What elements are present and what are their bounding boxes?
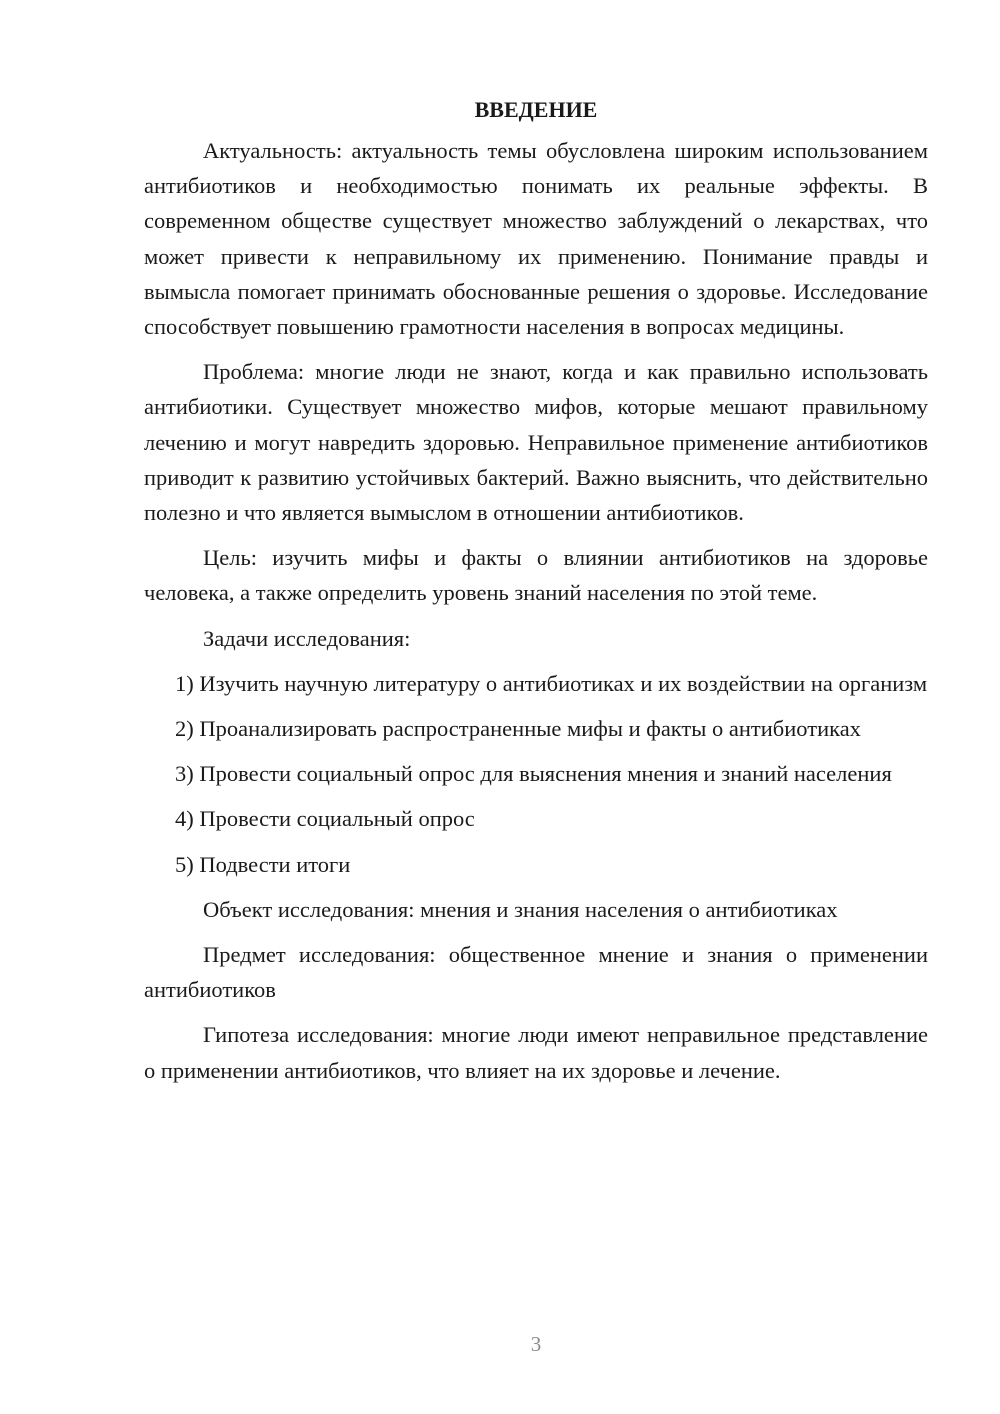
section-title: ВВЕДЕНИЕ	[474, 97, 598, 122]
paragraph-object: Объект исследования: мнения и знания населения о антибиотиках	[203, 896, 838, 922]
paragraph-subject: Предмет исследования: общественное мнение и знания о применении антибиотиков	[144, 942, 928, 1003]
document-page	[144, 92, 928, 1088]
task-item-3: 3) Провести социальный опрос для выяснения мнения и знаний населения	[175, 761, 892, 787]
paragraph-relevance: Актуальность: актуальность темы обусловлена широким использованием антибиотиков и необходимостью понимать их реальные эффекты. В современном обществе существует множество заблуждений о лекарствах, что может привести к неправильному их применению. Понимание правды и вымысла помогает принимать обоснованные решения о здоровье. Исследование способствует повышению грамотности населения в вопросах медицины.	[144, 138, 928, 340]
paragraph-hypothesis: Гипотеза исследования: многие люди имеют неправильное представление о применении антибиотиков, что влияет на их здоровье и лечение.	[144, 1022, 928, 1083]
page-number: 3	[530, 1332, 542, 1356]
task-item-1: 1) Изучить научную литературу о антибиотиках и их воздействии на организм	[175, 670, 928, 696]
paragraph-goal: Цель: изучить мифы и факты о влиянии антибиотиков на здоровье человека, а также определить уровень знаний населения по этой теме.	[144, 545, 928, 606]
paragraph-problem: Проблема: многие люди не знают, когда и как правильно использовать антибиотики. Существует множество мифов, которые мешают правильному лечению и могут навредить здоровью. Неправильное применение антибиотиков приводит к развитию устойчивых бактерий. Важно выяснить, что действительно полезно и что является вымыслом в отношении антибиотиков.	[144, 359, 928, 526]
task-item-2: 2) Проанализировать распространенные мифы и факты о антибиотиках	[175, 716, 861, 742]
task-item-4: 4) Провести социальный опрос	[175, 806, 475, 832]
tasks-heading: Задачи исследования:	[203, 625, 411, 651]
task-item-5: 5) Подвести итоги	[175, 851, 351, 877]
